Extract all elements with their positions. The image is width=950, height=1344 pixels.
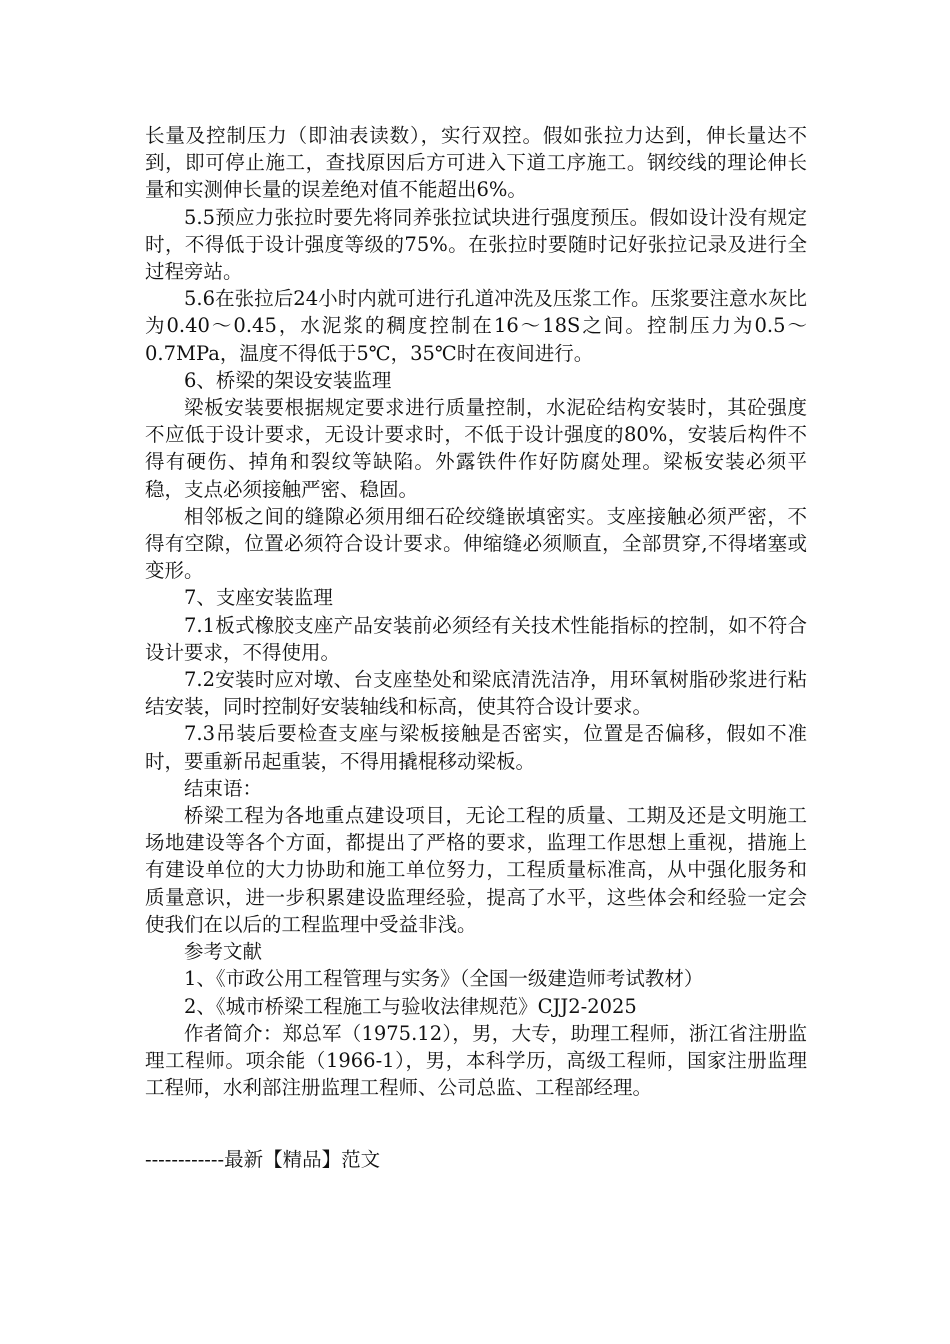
author-bio: 作者简介：郑总军（1975.12），男，大专，助理工程师，浙江省注册监理工程师。项余能（1966-1），男，本科学历，高级工程师，国家注册监理工程师，水利部注册监理工程师、公司总监、工程部经理。 [145, 1021, 807, 1100]
conclusion-heading: 结束语： [184, 776, 263, 800]
section-heading-6: 6、桥梁的架设安装监理 [184, 368, 392, 392]
paragraph-1: 长量及控制压力（即油表读数），实行双控。假如张拉力达到，伸长量达不到，即可停止施工，查找原因后方可进入下道工序施工。钢绞线的理论伸长量和实测伸长量的误差绝对值不能超出6%。 [145, 124, 807, 202]
paragraph-7-3: 7.3吊装后要检查支座与梁板接触是否密实，位置是否偏移，假如不准时，要重新吊起重装，不得用撬棍移动梁板。 [145, 722, 807, 773]
conclusion-paragraph: 桥梁工程为各地重点建设项目，无论工程的质量、工期及还是文明施工场地建设等各个方面，都提出了严格的要求，监理工作思想上重视，措施上有建设单位的大力协助和施工单位努力，工程质量标准高，从中强化服务和质量意识，进一步积累建设监理经验，提高了水平，这些体会和经验一定会使我们在以后的工程监理中受益非浅。 [145, 804, 807, 936]
reference-1: 1、《市政公用工程管理与实务》（全国一级建造师考试教材） [184, 967, 704, 991]
paragraph-5-5: 5.5预应力张拉时要先将同养张拉试块进行强度预压。假如设计没有规定时，不得低于设计强度等级的75%。在张拉时要随时记好张拉记录及进行全过程旁站。 [145, 205, 807, 284]
paragraph-7-2: 7.2安装时应对墩、台支座垫处和梁底清洗洁净，用环氧树脂砂浆进行粘结安装，同时控制好安装轴线和标高，使其符合设计要求。 [145, 668, 807, 719]
paragraph-5-6: 5.6在张拉后24小时内就可进行孔道冲洗及压浆工作。压浆要注意水灰比为0.40～0.45，水泥浆的稠度控制在16～18S之间。控制压力为0.5～0.7MPa，温度不得低于5℃，35℃时在夜间进行。 [145, 287, 807, 365]
paragraph-beam-install: 梁板安装要根据规定要求进行质量控制，水泥砼结构安装时，其砼强度不应低于设计要求，无设计要求时，不低于设计强度的80%，安装后构件不得有硬伤、掉角和裂纹等缺陷。外露铁件作好防腐处理。梁板安装必须平稳，支点必须接触严密、稳固。 [145, 396, 807, 501]
footer-label: ------------最新【精品】范文 [145, 1148, 381, 1171]
section-heading-7: 7、支座安装监理 [184, 586, 333, 610]
document-body [145, 122, 807, 1101]
reference-2: 2、《城市桥梁工程施工与验收法律规范》CJJ2-2025 [184, 994, 637, 1018]
paragraph-adjacent-slabs: 相邻板之间的缝隙必须用细石砼绞缝嵌填密实。支座接触必须严密，不得有空隙，位置必须符合设计要求。伸缩缝必须顺直，全部贯穿,不得堵塞或变形。 [145, 504, 807, 583]
references-heading: 参考文献 [184, 940, 263, 964]
paragraph-7-1: 7.1板式橡胶支座产品安装前必须经有关技术性能指标的控制，如不符合设计要求，不得使用。 [145, 613, 807, 664]
